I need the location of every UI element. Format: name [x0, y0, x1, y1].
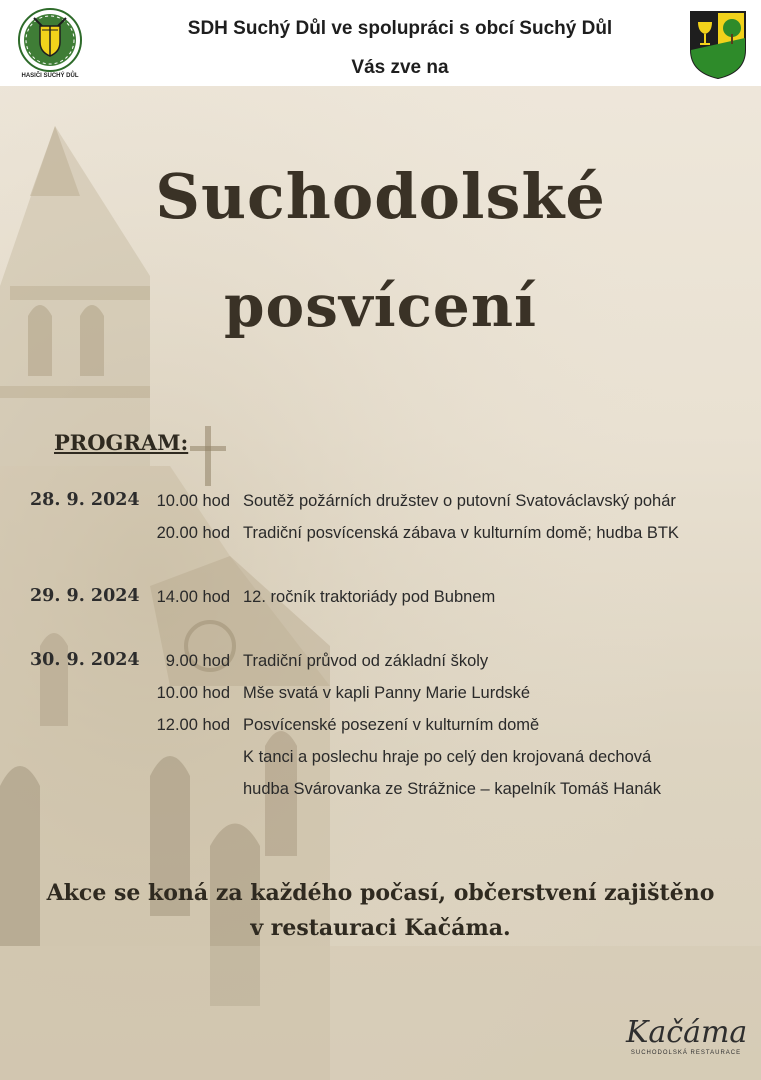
program-heading: PROGRAM:	[54, 430, 189, 455]
schedule-time: 14.00 hod	[156, 588, 230, 606]
schedule-activity: hudba Svárovanka ze Strážnice – kapelník Tomáš Hanák	[243, 780, 661, 798]
schedule-activity: Tradiční průvod od základní školy	[243, 652, 489, 670]
schedule-activity: Tradiční posvícenská zábava v kulturním domě; hudba BTK	[243, 524, 679, 542]
schedule-activity: Posvícenské posezení v kulturním domě	[243, 716, 540, 734]
schedule-date: 29. 9. 2024	[30, 586, 140, 606]
event-title-line1: Suchodolské	[155, 160, 606, 233]
schedule-activity: Soutěž požárních družstev o putovní Svatováclavský pohár	[243, 492, 676, 510]
fire-brigade-logo-text: HASIČI SUCHÝ DŮL	[21, 73, 79, 79]
schedule-date: 28. 9. 2024	[30, 490, 140, 510]
schedule-time: 20.00 hod	[156, 524, 230, 542]
event-title-line2: posvícení	[223, 272, 538, 340]
footer-note-line1: Akce se koná za každého počasí, občerstvení zajištěno	[46, 880, 715, 906]
invites-line: Vás zve na	[351, 57, 449, 78]
organizer-line: SDH Suchý Důl ve spolupráci s obcí Suchý Důl	[187, 18, 613, 39]
schedule-activity: 12. ročník traktoriády pod Bubnem	[243, 588, 496, 606]
restaurant-logo-subtitle: SUCHODOLSKÁ RESTAURACE	[630, 1050, 742, 1056]
schedule-activity: K tanci a poslechu hraje po celý den krojovaná dechová	[243, 748, 652, 766]
footer-note-line2: v restauraci Kačáma.	[250, 915, 511, 941]
schedule-activity: Mše svatá v kapli Panny Marie Lurdské	[243, 684, 531, 702]
municipal-coat-of-arms	[689, 10, 747, 80]
schedule-date: 30. 9. 2024	[30, 650, 140, 670]
restaurant-logo-name: Kačáma	[626, 1015, 748, 1050]
fire-brigade-logo	[16, 6, 84, 80]
schedule-time: 10.00 hod	[156, 684, 230, 702]
schedule-time: 9.00 hod	[165, 652, 230, 670]
restaurant-logo	[626, 1016, 746, 1056]
schedule-time: 10.00 hod	[156, 492, 230, 510]
schedule-time: 12.00 hod	[156, 716, 230, 734]
